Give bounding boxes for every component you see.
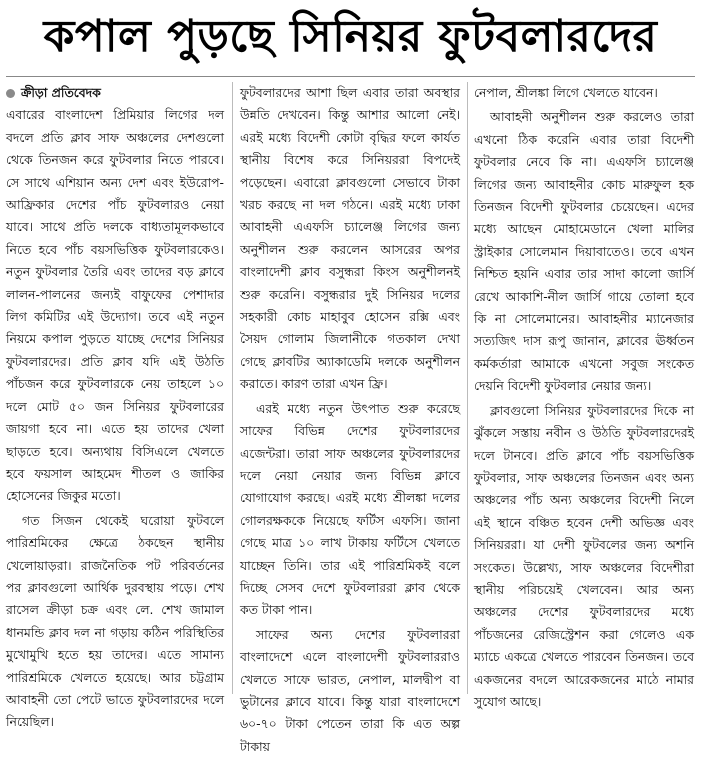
paragraph: ফুটবলারদের আশা ছিল এবার তারা অবস্থার উন্নতি দেখবেন। কিন্তু আশার আলো নেই। এরই মধ্যে বিদেশী কোটা বৃদ্ধির ফলে কার্যত স্থানীয় বিশেষ করে সিনিয়ররা বিপদেই পড়েছেন। এবারো ক্লাবগুলো সেভাবে টাকা খরচ করছে না দল গঠনে। এরই মধ্যে ঢাকা আবাহনী এএফসি চ্যালেঞ্জ লিগের জন্য অনুশীলন শুরু করলেন আসরের অপর বাংলাদেশী ক্লাব বসুন্ধরা কিংস অনুশীলনই শুরু করেনি। বসুন্ধরার দুই সিনিয়র দলের সহকারী কোচ মাহাবুব হোসেন রক্সি এবং সৈয়দ গোলাম জিলানীকে গতকাল দেখা গেছে ক্লাবটির অ্যাকাডেমি দলকে অনুশীলন করাতে। কারণ তারা এখন ফ্রি। [240,85,460,392]
article-column-3 [474,82,694,709]
paragraph: এরই মধ্যে নতুন উৎপাত শুরু করেছে সাফের বিভিন্ন দেশের ফুটবলারদের এজেন্টরা। তারা সাফ অঞ্চলের ফুটবলারদের দলে নেয়া নেয়ার জন্য বিভিন্ন ক্লাবে যোগাযোগ করছে। এরই মধ্যে শ্রীলঙ্কা দলের গোলরক্ষককে নিয়েছে ফর্টিস এফসি। জানা গেছে মাত্র ১০ লাখ টাকায় ফর্টিসে খেলতে যাচ্ছেন তিনি। তার এই পারিশ্রমিকই বলে দিচ্ছে সেসব দেশে ফুটবলাররা ক্লাব থেকে কত টাকা পান। [240,400,460,618]
headline: কপাল পুড়ছে সিনিয়র ফুটবলারদের [43,11,658,62]
paragraph: ক্লাবগুলো সিনিয়র ফুটবলারদের দিকে না ঝুঁকলে সস্তায় নবীন ও উঠতি ফুটবলারদেরই দলে টানবে। প্রতি ক্লাবে পাঁচ বয়সভিত্তিক ফুটবলার, সাফ অঞ্চলের তিনজন এবং অন্য অঞ্চলের পাঁচ অন্য অঞ্চলের বিদেশী নিলে এই স্থানে বঞ্চিত হবেন দেশী অভিজ্ঞ এবং সিনিয়ররা। যা দেশী ফুটবলের জন্য অশনি সংকেত। উল্লেখ্য, সাফ অঞ্চলের বিদেশীরা স্থানীয় পরিচয়েই খেলবেন। আর অন্য অঞ্চলের দেশের ফুটবলারদের মধ্যে পাঁচজনের রেজিস্ট্রেশন করা গেলেও এক ম্যাচে একত্রে খেলতে পারবেন তিনজন। তবে একজনের বদলে আরেকজনের মাঠে নামার সুযোগ আছে। [474,402,694,709]
headline-divider [6,76,695,77]
paragraph: গত সিজন থেকেই ঘরোয়া ফুটবলে পারিশ্রমিকের ক্ষেত্রে ঠকছেন স্থানীয় খেলোয়াড়রা। রাজনৈতিক পট পরিবর্তনের পর ক্লাবগুলো আর্থিক দুরবস্থায় পড়ে। শেখ রাসেল ক্রীড়া চক্র এবং লে. শেখ জামাল ধানমন্ডি ক্লাব দল না গড়ায় কঠিন পরিস্থিতির মুখোমুখি হতে হয় তাদের। এতে সামান্য পারিশ্রমিকে খেলতে হয়েছে। আর চট্টগ্রাম আবাহনী তো পেটে ভাতে ফুটবলারদের দলে নিয়েছিল। [6,512,224,730]
column-divider [232,82,233,694]
paragraph: এবারের বাংলাদেশ প্রিমিয়ার লিগের দল বদলে প্রতি ক্লাব সাফ অঞ্চলের দেশগুলো থেকে তিনজন করে ফুটবলার নিতে পারবে। সে সাথে এশিয়ান অন্য দেশ এবং ইউরোপ-আফ্রিকার দেশের পাঁচ ফুটবলারও নেয়া যাবে। সাথে প্রতি দলকে বাধ্যতামূলকভাবে নিতে হবে পাঁচ বয়সভিত্তিক ফুটবলারকেও। নতুন ফুটবলার তৈরি এবং তাদের বড় ক্লাবে লালন-পালনের জন্যই বাফুফের পেশাদার লিগ কমিটির এই উদ্যোগ। তবে এই নতুন নিয়মে কপাল পুড়তে যাচ্ছে দেশের সিনিয়র ফুটবলারদের। প্রতি ক্লাব যদি এই উঠতি পাঁচজন করে ফুটবলারকে নেয় তাহলে ১০ দলে মোট ৫০ জন সিনিয়র ফুটবলারের জায়গা হবে না। এতে হয় তাদের খেলা ছাড়তে হবে। অন্যথায় বিসিএলে খেলতে হবে ফয়সাল আহমেদ শীতল ও জাকির হোসেনের জিকুর মতো। [6,107,224,504]
paragraph: নেপাল, শ্রীলঙ্কা লিগে খেলতে যাবেন। [474,85,658,100]
bullet-icon [6,89,15,98]
byline-text: ক্রীড়া প্রতিবেদক [21,85,101,100]
paragraph: সাফের অন্য দেশের ফুটবলাররা বাংলাদেশে এলে বাংলাদেশী ফুটবলাররাও খেলতে সাফে ভারত, নেপাল, মালদ্বীপ বা ভুটানের ক্লাবে যাবে। কিন্তু যারা বাংলাদেশে ৬০-৭০ টাকা পেতেন তারা কি এত অল্প টাকায় [240,626,460,754]
article-column-1 [6,82,224,730]
column-divider [467,82,468,694]
paragraph: আবাহনী অনুশীলন শুরু করলেও তারা এখনো ঠিক করেনি এবার তারা বিদেশী ফুটবলার নেবে কি না। এএফসি চ্যালেঞ্জ লিগের জন্য আবাহনীর কোচ মারুফুল হক তিনজন বিদেশী ফুটবলার চেয়েছেন। এদের মধ্যে আছেন মোহামেডানে খেলা মালির স্ট্রাইকার সোলেমান দিয়াবাতেও। তবে এখন নিশ্চিত হয়নি এবার তার সাদা কালো জার্সি রেখে আকাশি-নীল জার্সি গায়ে তোলা হবে কি না সোলেমানের। আবাহনীর ম্যানেজার সত্যজিৎ দাস রূপু জানান, ক্লাবের ঊর্ধ্বতন কর্মকর্তারা আমাকে এখনো সবুজ সংকেত দেয়নি বিদেশী ফুটবলার নেয়ার জন্য। [474,109,694,394]
byline [6,82,224,104]
article-column-2 [240,82,460,754]
